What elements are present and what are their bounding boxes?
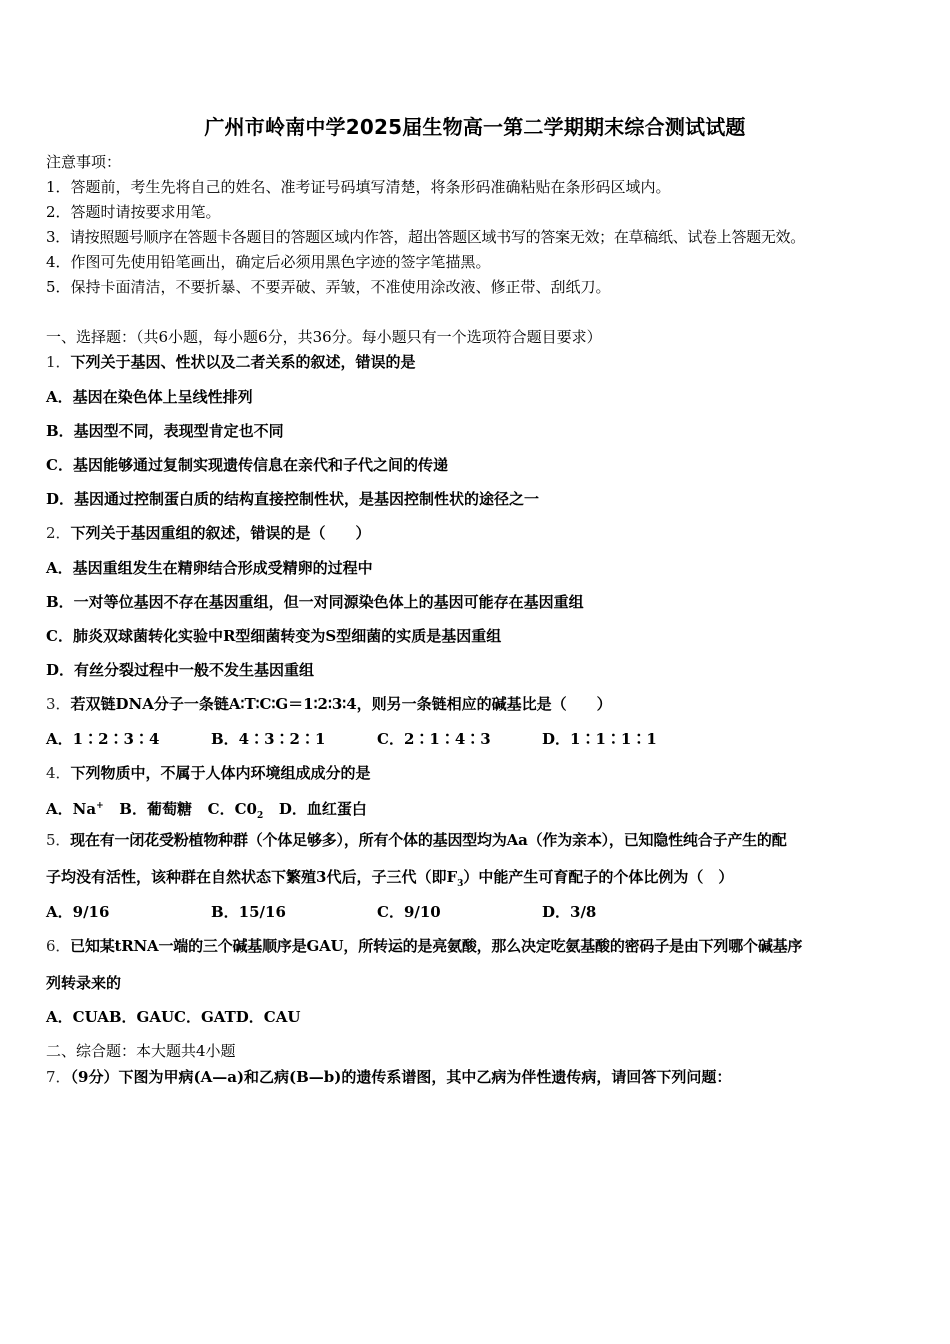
question-number: 7． (46, 1068, 71, 1086)
q4-option-a: A．Na+ (46, 800, 104, 818)
question-6-continued: 列转录来的 (46, 974, 122, 992)
notice-item-1: 1．答题前，考生先将自己的姓名、准考证号码填写清楚，将条形码准确粘贴在条形码区域内。 (46, 178, 671, 196)
q4-options (46, 796, 367, 826)
question-number: 3． (46, 695, 71, 713)
question-number: 2． (46, 524, 71, 542)
q2-option-b: B．一对等位基因不存在基因重组，但一对同源染色体上的基因可能存在基因重组 (46, 593, 584, 611)
question-5-continued: 子均没有活性，该种群在自然状态下繁殖3代后，子三代（即$F_3$）中能产生可育配子的个体比例为（ ） (46, 868, 734, 889)
notice-item-4: 4．作图可先使用铅笔画出，确定后必须用黑色字迹的签字笔描黑。 (46, 253, 491, 271)
section-2-heading: 二、综合题：本大题共4小题 (46, 1042, 236, 1060)
question-4 (46, 763, 371, 783)
q5-option-a: A．9/16 (46, 903, 110, 921)
section-1-heading: 一、选择题：（共6小题，每小题6分，共36分。每小题只有一个选项符合题目要求） (46, 328, 602, 346)
question-stem: 下列关于基因重组的叙述，错误的是（ ） (70, 524, 371, 542)
q1-option-d: D．基因通过控制蛋白质的结构直接控制性状，是基因控制性状的途径之一 (46, 490, 540, 508)
question-7 (46, 1067, 731, 1087)
question-number: 5． (46, 831, 71, 849)
question-number: 4． (46, 764, 71, 782)
q6-options: A．CUAB．GAUC．GATD．CAU (46, 1008, 301, 1026)
q4-option-b: B．葡萄糖 (119, 800, 192, 818)
q3-option-b: B．4∶3∶2∶1 (211, 730, 326, 748)
notice-heading: 注意事项： (46, 153, 122, 171)
q1-option-a: A．基因在染色体上呈线性排列 (46, 388, 253, 406)
question-stem: （9分）下图为甲病(A—a)和乙病(B—b)的遗传系谱图，其中乙病为伴性遗传病，请回答下列问题： (70, 1068, 732, 1086)
question-stem: 若双链DNA分子一条链A∶T∶C∶G＝1∶2∶3∶4，则另一条链相应的碱基比是（ ） (70, 695, 612, 713)
q1-option-c: C．基因能够通过复制实现遗传信息在亲代和子代之间的传递 (46, 456, 448, 474)
q3-option-d: D．1∶1∶1∶1 (542, 730, 657, 748)
notice-item-3: 3．请按照题号顺序在答题卡各题目的答题区域内作答，超出答题区域书写的答案无效；在草稿纸、试卷上答题无效。 (46, 228, 805, 246)
question-5 (46, 830, 787, 850)
q1-option-b: B．基因型不同，表现型肯定也不同 (46, 422, 284, 440)
q2-option-a: A．基因重组发生在精卵结合形成受精卵的过程中 (46, 559, 373, 577)
question-3 (46, 694, 612, 714)
question-6 (46, 936, 802, 956)
question-number: 6． (46, 937, 71, 955)
q3-option-c: C．2∶1∶4∶3 (377, 730, 491, 748)
question-number: 1． (46, 353, 71, 371)
exam-title: 广州市岭南中学2025届生物高一第二学期期末综合测试试题 (204, 115, 746, 139)
question-1 (46, 352, 416, 372)
q2-option-c: C．肺炎双球菌转化实验中R型细菌转变为S型细菌的实质是基因重组 (46, 627, 502, 645)
q3-option-a: A．1∶2∶3∶4 (46, 730, 160, 748)
question-stem: 下列物质中，不属于人体内环境组成成分的是 (70, 764, 371, 782)
q5-option-b: B．15/16 (211, 903, 286, 921)
q5-option-c: C．9/10 (377, 903, 441, 921)
question-stem-line-1: 已知某tRNA一端的三个碱基顺序是GAU，所转运的是亮氨酸，那么决定吃氨基酸的密码子是由下列哪个碱基序 (70, 937, 803, 955)
question-stem-line-1: 现在有一闭花受粉植物种群（个体足够多），所有个体的基因型均为Aa（作为亲本），已知隐性纯合子产生的配 (70, 831, 787, 849)
q4-option-c: C．$C0_2$ (207, 800, 264, 821)
q5-option-d: D．3/8 (542, 903, 597, 921)
notice-item-5: 5．保持卡面清洁，不要折暴、不要弄破、弄皱，不准使用涂改液、修正带、刮纸刀。 (46, 278, 611, 296)
question-stem: 下列关于基因、性状以及二者关系的叙述，错误的是 (70, 353, 416, 371)
notice-item-2: 2．答题时请按要求用笔。 (46, 203, 221, 221)
q4-option-d: D．血红蛋白 (278, 800, 367, 818)
question-2 (46, 523, 371, 543)
q2-option-d: D．有丝分裂过程中一般不发生基因重组 (46, 661, 315, 679)
